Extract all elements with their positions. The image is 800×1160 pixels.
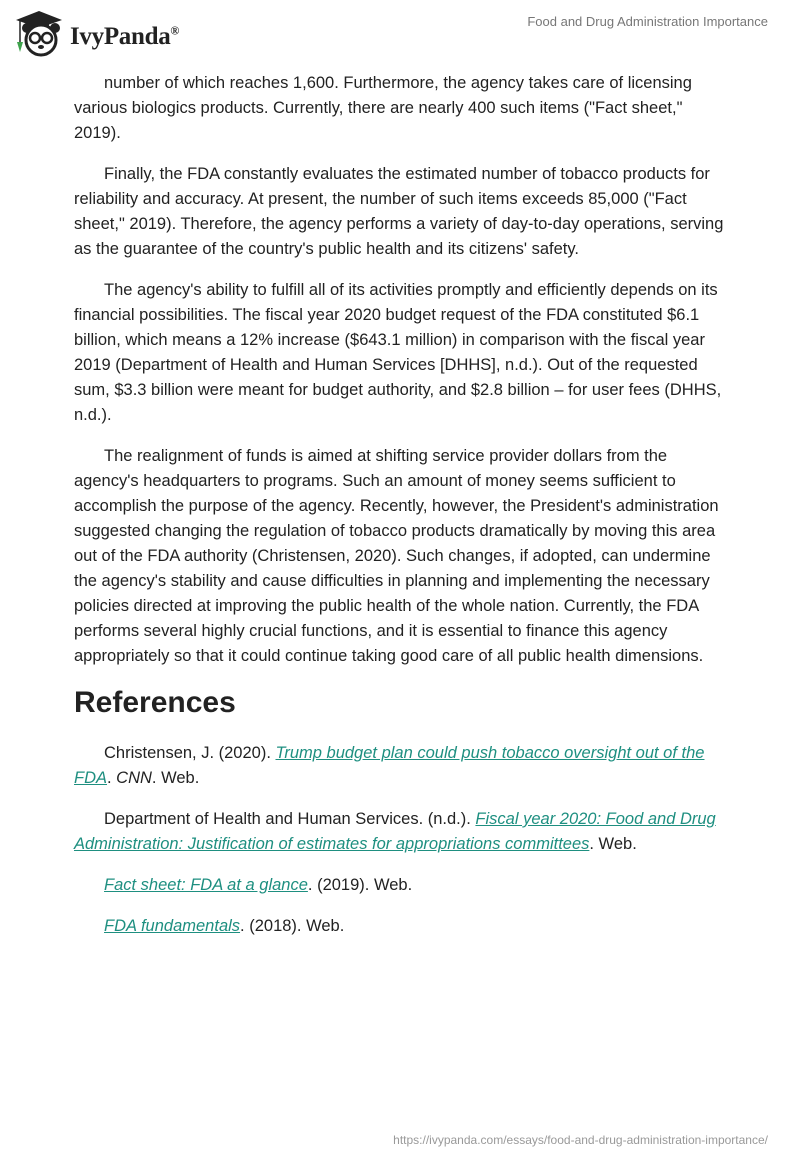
reference-item: Department of Health and Human Services. (n.d.). Fiscal year 2020: Food and Drug Administration: Justification of estimates for appropriations committees. Web. [74,810,716,853]
reference-item: Fact sheet: FDA at a glance. (2019). Web. [104,876,413,894]
paragraph: Finally, the FDA constantly evaluates the estimated number of tobacco products for reliability and accuracy. At present, the number of such items exceeds 85,000 ("Fact sheet," 2019). Therefore, the agency performs a variety of day-to-day operations, serving as the guarantee of the country's public health and its citizens' safety. [74,165,724,258]
reference-link[interactable]: Fiscal year 2020: Food and Drug Administration: Justification of estimates for appropriations committees [74,810,716,853]
reference-link[interactable]: Trump budget plan could push tobacco oversight out of the FDA [74,744,705,787]
page-header [0,0,800,60]
page-url: https://ivypanda.com/essays/food-and-drug-administration-importance/ [393,1133,768,1147]
references-heading: References [74,686,236,719]
brand-name: IvyPanda® [70,23,180,50]
panda-graduate-icon [12,8,66,58]
reference-item: FDA fundamentals. (2018). Web. [104,917,345,935]
ivypanda-logo[interactable] [12,8,179,58]
reference-link[interactable]: FDA fundamentals [104,917,241,935]
paragraph: number of which reaches 1,600. Furthermore, the agency takes care of licensing various biologics products. Currently, there are nearly 400 such items ("Fact sheet," 2019). [74,74,692,142]
reference-link[interactable]: Fact sheet: FDA at a glance [104,876,308,894]
paragraph: The agency's ability to fulfill all of its activities promptly and efficiently depends on its financial possibilities. The fiscal year 2020 budget request of the FDA constituted $6.1 billion, which means a 12% increase ($643.1 million) in comparison with the fiscal year 2019 (Department of Health and Human Services [DHHS], n.d.). Out of the requested sum, $3.3 billion were meant for budget authority, and $2.8 billion – for user fees (DHHS, n.d.). [74,281,722,424]
document-title: Food and Drug Administration Importance [527,14,768,29]
reference-item: Christensen, J. (2020). Trump budget plan could push tobacco oversight out of the FDA. CNN. Web. [74,744,705,787]
paragraph: The realignment of funds is aimed at shifting service provider dollars from the agency's headquarters to programs. Such an amount of money seems sufficient to accomplish the purpose of the agency. Recently, however, the President's administration suggested changing the regulation of tobacco products dramatically by moving this area out of the FDA authority (Christensen, 2020). Such changes, if adopted, can undermine the agency's stability and cause difficulties in planning and implementing the necessary policies directed at improving the public health of the whole nation. Currently, the FDA performs several highly crucial functions, and it is essential to finance this agency appropriately so that it could continue taking good care of all public health dimensions. [74,447,719,665]
essay-content [74,71,728,955]
